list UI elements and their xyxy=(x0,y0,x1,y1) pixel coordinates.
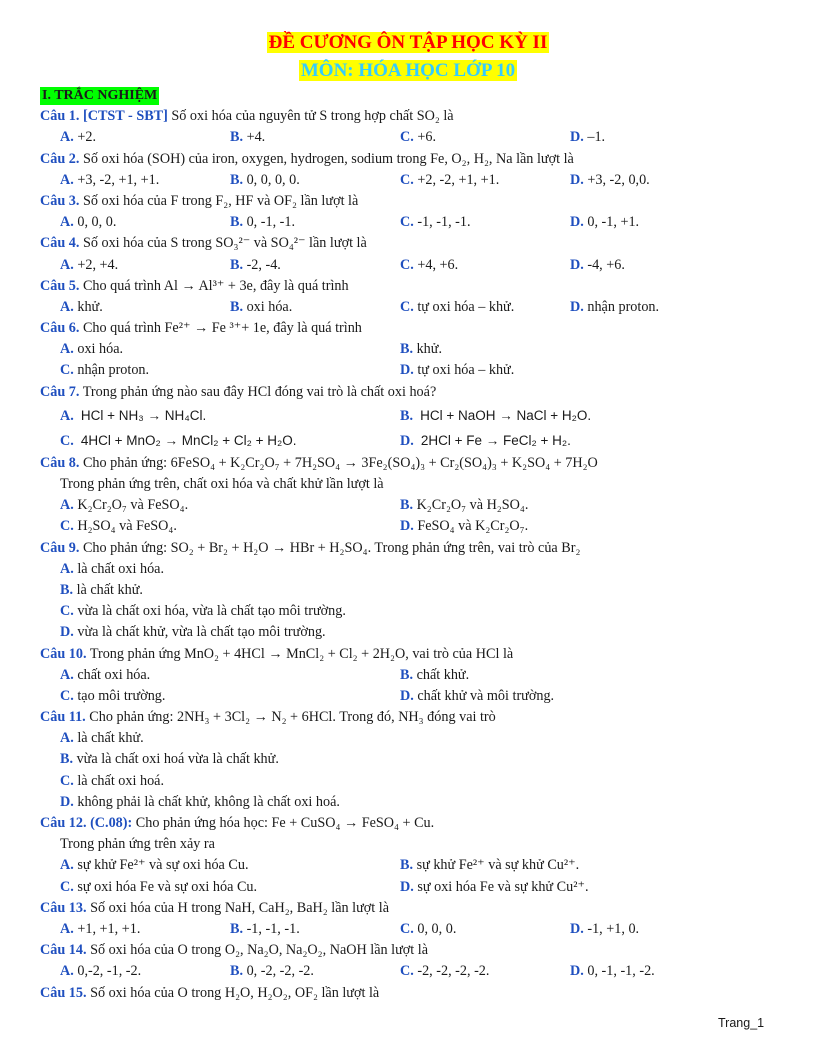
question-5: Câu 5. Cho quá trình Al → Al³⁺ + 3e, đây là quá trình xyxy=(40,277,349,294)
option-a: A. +2. xyxy=(60,129,96,146)
section-heading: I. TRẮC NGHIỆM xyxy=(42,88,158,103)
document-title: ĐỀ CƯƠNG ÔN TẬP HỌC KỲ II xyxy=(268,32,548,53)
option-b: B. sự khử Fe²⁺ và sự khử Cu²⁺. xyxy=(400,857,580,874)
question-list xyxy=(40,85,780,1004)
question-13: Câu 13. Số oxi hóa của H trong NaH, CaH₂, BaH₂ lần lượt là xyxy=(40,899,389,916)
option-c: C. 0, 0, 0. xyxy=(400,920,457,937)
question-12-prompt: Trong phản ứng trên xảy ra xyxy=(60,836,215,853)
option-a: A. chất oxi hóa. xyxy=(60,666,151,683)
question-8-prompt: Trong phản ứng trên, chất oxi hóa và chất khử lần lượt là xyxy=(60,476,384,492)
options-q6-ab xyxy=(40,339,780,360)
question-14: Câu 14. Số oxi hóa của O trong O₂, Na₂O, Na₂O₂, NaOH lần lượt là xyxy=(40,942,429,959)
options-q14 xyxy=(40,961,780,982)
options-q7-ab xyxy=(40,403,780,428)
option-c: C. +2, -2, +1, +1. xyxy=(400,171,500,188)
question-7: Câu 7. Trong phản ứng nào sau đây HCl đóng vai trò là chất oxi hoá? xyxy=(40,383,437,400)
option-c: C. tạo môi trường. xyxy=(60,687,166,704)
options-q3 xyxy=(40,212,780,233)
option-d: D. 0, -1, +1. xyxy=(570,214,640,231)
option-c: C. -1, -1, -1. xyxy=(400,214,471,231)
option-d: D. tự oxi hóa – khử. xyxy=(400,362,515,379)
option-a: A. +3, -2, +1, +1. xyxy=(60,171,160,188)
question-3: Câu 3. Số oxi hóa của F trong F₂, HF và OF₂ lần lượt là xyxy=(40,192,359,209)
option-c: C. +4, +6. xyxy=(400,256,459,273)
options-q1 xyxy=(40,127,780,148)
document-subtitle: MÔN: HÓA HỌC LỚP 10 xyxy=(300,60,516,81)
option-a: A. +2, +4. xyxy=(60,256,119,273)
question-1: Câu 1. [CTST - SBT] Số oxi hóa của nguyên tử S trong hợp chất SO₂ là xyxy=(40,108,454,125)
option-b: B. +4. xyxy=(230,129,266,146)
option-d: D. vừa là chất khử, vừa là chất tạo môi trường. xyxy=(60,624,326,641)
question-15: Câu 15. Số oxi hóa của O trong H₂O, H₂O₂, OF₂ lần lượt là xyxy=(40,984,380,1001)
option-c: C. -2, -2, -2, -2. xyxy=(400,963,490,980)
option-b: B. 0, 0, 0, 0. xyxy=(230,171,300,188)
page-number: Trang_1 xyxy=(718,1016,765,1030)
option-d: D. nhận proton. xyxy=(570,298,660,315)
options-q7-cd xyxy=(40,428,780,453)
question-10: Câu 10. Trong phản ứng MnO₂ + 4HCl → MnCl₂ + Cl₂ + 2H₂O, vai trò của HCl là xyxy=(40,645,514,662)
option-d: D. –1. xyxy=(570,129,606,146)
option-b: B. 0, -1, -1. xyxy=(230,214,296,231)
option-a: A. oxi hóa. xyxy=(60,341,124,358)
question-6: Câu 6. Cho quá trình Fe²⁺ → Fe ³⁺+ 1e, đây là quá trình xyxy=(40,320,362,337)
option-d: D. +3, -2, 0,0. xyxy=(570,171,650,188)
option-b: B. là chất khử. xyxy=(60,581,143,598)
question-4: Câu 4. Số oxi hóa của S trong SO₃²⁻ và SO₄²⁻ lần lượt là xyxy=(40,235,367,252)
question-9: Câu 9. Cho phản ứng: SO₂ + Br₂ + H₂O → HBr + H₂SO₄. Trong phản ứng trên, vai trò của Br₂ xyxy=(40,539,581,556)
option-c: C. 4HCl + MnO₂ → MnCl₂ + Cl₂ + H₂O. xyxy=(60,432,297,449)
options-q10-cd xyxy=(40,686,780,707)
option-b: B. HCl + NaOH → NaCl + H₂O. xyxy=(400,407,592,424)
options-q6-cd xyxy=(40,360,780,381)
option-c: C. vừa là chất oxi hóa, vừa là chất tạo môi trường. xyxy=(60,603,346,620)
option-a: A. sự khử Fe²⁺ và sự oxi hóa Cu. xyxy=(60,857,249,874)
option-d: D. sự oxi hóa Fe và sự khử Cu²⁺. xyxy=(400,878,589,895)
option-b: B. vừa là chất oxi hoá vừa là chất khử. xyxy=(60,751,279,768)
options-q12-ab xyxy=(40,855,780,876)
option-c: C. +6. xyxy=(400,129,436,146)
option-a: A. K₂Cr₂O₇ và FeSO₄. xyxy=(60,497,189,514)
options-q4 xyxy=(40,255,780,276)
option-d: D. 2HCl + Fe → FeCl₂ + H₂. xyxy=(400,432,571,449)
option-b: B. oxi hóa. xyxy=(230,298,293,315)
option-b: B. 0, -2, -2, -2. xyxy=(230,963,314,980)
options-q10-ab xyxy=(40,665,780,686)
options-q8-ab xyxy=(40,495,780,516)
option-b: B. -2, -4. xyxy=(230,256,281,273)
option-a: A. +1, +1, +1. xyxy=(60,920,141,937)
question-8: Câu 8. Cho phản ứng: 6FeSO₄ + K₂Cr₂O₇ + 7H₂SO₄ → 3Fe₂(SO₄)₃ + Cr₂(SO₄)₃ + K₂SO₄ + 7H₂O xyxy=(40,454,598,471)
question-12: Câu 12. (C.08): Cho phản ứng hóa học: Fe + CuSO₄ → FeSO₄ + Cu. xyxy=(40,815,435,831)
option-a: A. là chất khử. xyxy=(60,730,144,747)
option-d: D. chất khử và môi trường. xyxy=(400,687,555,704)
option-b: B. chất khử. xyxy=(400,666,470,683)
option-c: C. nhận proton. xyxy=(60,362,150,379)
question-2: Câu 2. Số oxi hóa (SOH) của iron, oxygen, hydrogen, sodium trong Fe, O₂, H₂, Na lần lượt là xyxy=(40,150,574,167)
options-q2 xyxy=(40,170,780,191)
options-q13 xyxy=(40,919,780,940)
question-11: Câu 11. Cho phản ứng: 2NH₃ + 3Cl₂ → N₂ + 6HCl. Trong đó, NH₃ đóng vai trò xyxy=(40,709,496,726)
option-d: D. không phải là chất khử, không là chất oxi hoá. xyxy=(60,793,340,810)
options-q8-cd xyxy=(40,516,780,537)
option-b: B. K₂Cr₂O₇ và H₂SO₄. xyxy=(400,497,529,514)
option-d: D. FeSO₄ và K₂Cr₂O₇. xyxy=(400,518,529,535)
option-c: C. tự oxi hóa – khử. xyxy=(400,298,515,315)
option-b: B. -1, -1, -1. xyxy=(230,920,300,937)
option-d: D. 0, -1, -1, -2. xyxy=(570,963,655,980)
option-a: A. HCl + NH₃ → NH₄Cl. xyxy=(60,407,207,424)
options-q12-cd xyxy=(40,877,780,898)
option-c: C. H₂SO₄ và FeSO₄. xyxy=(60,518,177,535)
option-a: A. là chất oxi hóa. xyxy=(60,560,165,577)
option-d: D. -1, +1, 0. xyxy=(570,920,640,937)
option-c: C. là chất oxi hoá. xyxy=(60,772,165,789)
option-b: B. khử. xyxy=(400,341,442,358)
option-a: A. 0,-2, -1, -2. xyxy=(60,963,142,980)
option-c: C. sự oxi hóa Fe và sự oxi hóa Cu. xyxy=(60,878,258,895)
options-q5 xyxy=(40,297,780,318)
option-a: A. khử. xyxy=(60,298,103,315)
option-a: A. 0, 0, 0. xyxy=(60,214,117,231)
option-d: D. -4, +6. xyxy=(570,256,625,273)
